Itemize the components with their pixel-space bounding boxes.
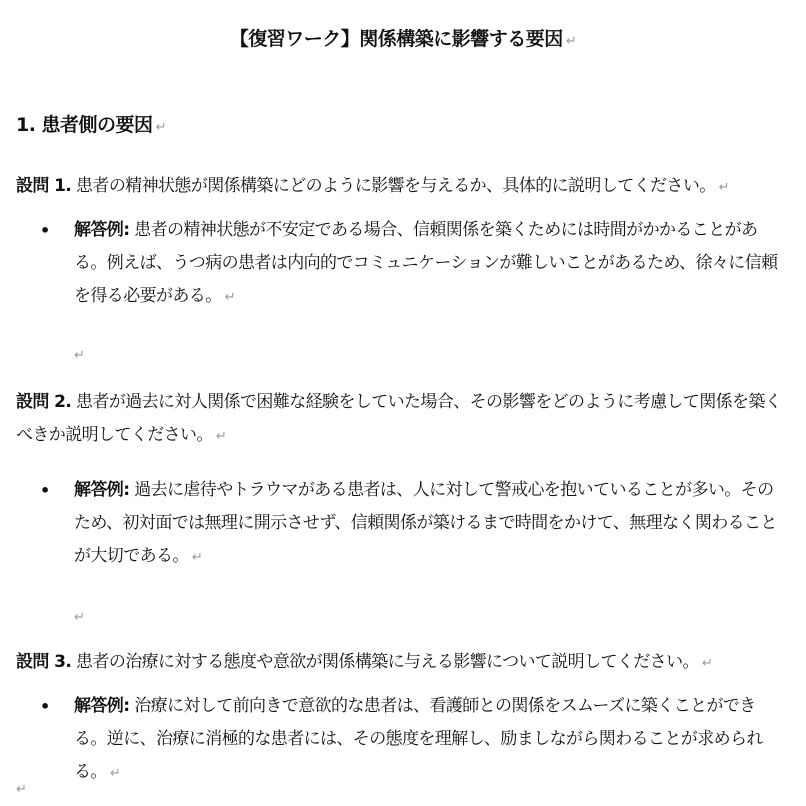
empty-paragraph-mark-icon: ↵ xyxy=(74,348,85,363)
answer-body xyxy=(74,690,788,790)
answer-2 xyxy=(40,474,788,574)
paragraph-mark-icon: ↵ xyxy=(109,766,121,781)
question-label: 設問 1. xyxy=(16,176,72,196)
answer-text: 治療に対して前向きで意欲的な患者は、看護師との関係をスムーズに築くことができる。逆に、治療に消極的な患者には、その態度を理解し、励ましながら関わることが求められる。 xyxy=(74,696,763,782)
paragraph-mark-icon: ↵ xyxy=(718,180,729,195)
question-text: 患者の精神状態が関係構築にどのように影響を与えるか、具体的に説明してください。 xyxy=(71,176,716,196)
paragraph-mark-icon: ↵ xyxy=(155,120,166,135)
answer-label: 解答例: xyxy=(74,480,130,500)
paragraph-mark-icon: ↵ xyxy=(701,656,713,671)
answer-label: 解答例: xyxy=(74,696,130,716)
question-text: 患者が過去に対人関係で困難な経験をしていた場合、その影響をどのように考慮して関係を築くべきか説明してください。 xyxy=(16,392,782,445)
paragraph-mark-icon: ↵ xyxy=(215,429,227,444)
answer-text: 患者の精神状態が不安定である場合、信頼関係を築くためには時間がかかることがある。例えば、うつ病の患者は内向的でコミュニケーションが難しいことがあるため、徐々に信頼を得る必要がある。 xyxy=(74,220,778,306)
paragraph-mark-icon: ↵ xyxy=(565,34,577,49)
paragraph-mark-icon: ↵ xyxy=(224,290,235,305)
bullet-icon: • xyxy=(40,221,50,240)
answer-text: 過去に虐待やトラウマがある患者は、人に対して警戒心を抱いていることが多い。そのため、初対面では無理に開示させず、信頼関係が築けるまで時間をかけて、無理なく関わることが大切である。 xyxy=(74,480,777,566)
bullet-icon: • xyxy=(40,697,50,716)
answer-1 xyxy=(40,214,788,314)
answer-body xyxy=(74,474,788,574)
bullet-icon: • xyxy=(40,481,50,500)
question-1 xyxy=(16,170,786,204)
question-label: 設問 2. xyxy=(16,392,72,412)
document-title-text: 【復習ワーク】関係構築に影響する要因 xyxy=(229,28,563,50)
answer-3 xyxy=(40,690,788,790)
question-text: 患者の治療に対する態度や意欲が関係構築に与える影響について説明してください。 xyxy=(71,652,699,672)
answer-body xyxy=(74,214,788,314)
section-heading xyxy=(16,110,166,137)
question-label: 設問 3. xyxy=(16,652,72,672)
document-title xyxy=(0,24,806,51)
section-heading-text: 1. 患者側の要因 xyxy=(16,114,153,136)
paragraph-mark-icon: ↵ xyxy=(191,550,203,565)
question-2 xyxy=(16,386,786,453)
answer-label: 解答例: xyxy=(74,220,130,240)
empty-paragraph-mark-icon: ↵ xyxy=(74,610,85,625)
end-paragraph-mark-icon: ↵ xyxy=(16,782,27,797)
question-3 xyxy=(16,646,786,680)
